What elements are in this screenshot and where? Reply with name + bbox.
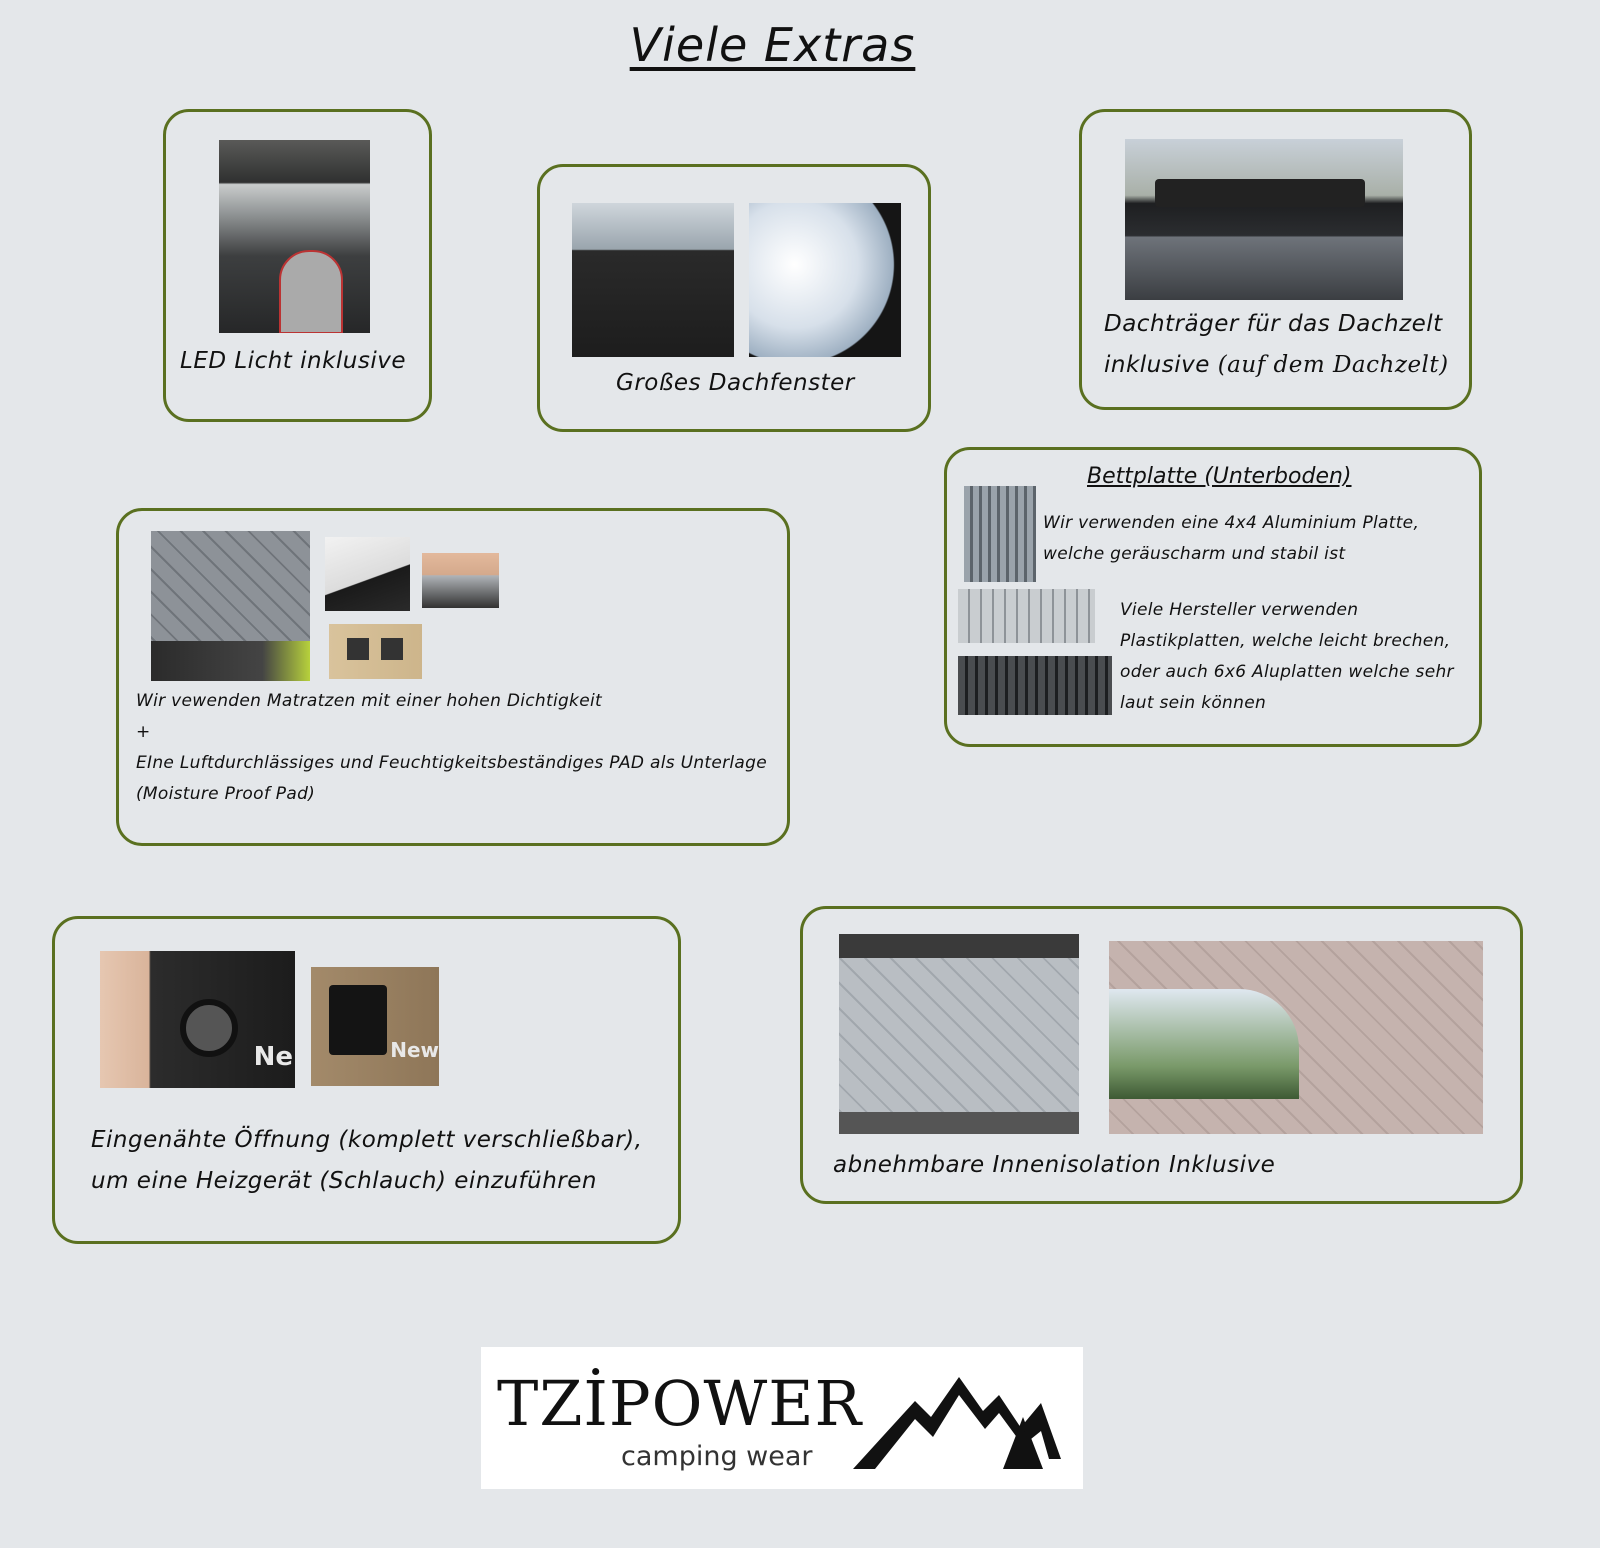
bedplate-text1-line1: Wir verwenden eine 4x4 Aluminium Platte, [1043,513,1420,533]
window-photo-sky [749,203,901,357]
roof-rack-caption-inklusive: inklusive [1104,352,1210,378]
opening-photo-label: Ne [253,1042,293,1072]
bedplate-text2-line3: oder auch 6x6 Aluplatten welche sehr [1120,662,1454,682]
insulation-caption: abnehmbare Innenisolation Inklusive [833,1152,1276,1178]
bedplate-text1-line2: welche geräuscharm und stabil ist [1043,544,1346,564]
window-caption: Großes Dachfenster [616,370,855,396]
page-title: Viele Extras [629,18,916,72]
card-led-light [163,109,432,422]
opening-bag-label: New [390,1038,439,1062]
mattress-line3: EIne Luftdurchlässiges und Feuchtigkeitsbeständiges PAD als Unterlage [136,753,767,773]
pad-hand-photo [422,553,499,608]
opening-caption-line1: Eingenähte Öffnung (komplett verschließbar), [91,1127,643,1153]
insulation-interior-photo [1109,941,1483,1134]
mattress-line1: Wir vewenden Matratzen mit einer hohen Dichtigkeit [136,691,602,711]
card-mattress [116,508,790,846]
opening-bag-photo [311,967,439,1086]
plastic-plate-photo [958,589,1095,643]
mattress-line2: + [136,722,151,742]
roof-rack-car-photo [1125,139,1403,300]
bedplate-text2-line1: Viele Hersteller verwenden [1120,600,1359,620]
mountain-logo-icon [853,1373,1063,1473]
led-tent-photo [219,140,370,333]
brand-tagline: camping wear [621,1441,813,1472]
led-caption: LED Licht inklusive [180,348,407,374]
mattress-quilted-photo [151,531,310,681]
pad-fabric-photo [325,537,410,611]
roof-rack-caption-line2 [1104,352,1449,378]
insulation-tent-photo [839,934,1079,1134]
pad-sample-photo [329,624,422,679]
brand-logo [481,1347,1083,1489]
mattress-line4: (Moisture Proof Pad) [136,784,316,804]
window-photo-interior [572,203,734,357]
roof-rack-caption-note: (auf dem Dachzelt) [1209,352,1449,378]
card-roof-rack [1079,109,1472,410]
card-heater-opening [52,916,681,1244]
card-roof-window [537,164,931,432]
large-cell-plate-photo [958,656,1112,715]
card-insulation [800,906,1523,1204]
card-bedplate [944,447,1482,747]
opening-hand-photo [100,951,295,1088]
bedplate-text2-line2: Plastikplatten, welche leicht brechen, [1120,631,1451,651]
bedplate-text2-line4: laut sein können [1120,693,1267,713]
roof-rack-caption-line1: Dachträger für das Dachzelt [1104,311,1443,337]
bedplate-heading: Bettplatte (Unterboden) [1087,464,1352,489]
opening-caption-line2: um eine Heizgerät (Schlauch) einzuführen [91,1168,597,1194]
brand-name: TZİPOWER [497,1367,863,1440]
aluminium-plate-photo [964,486,1036,582]
